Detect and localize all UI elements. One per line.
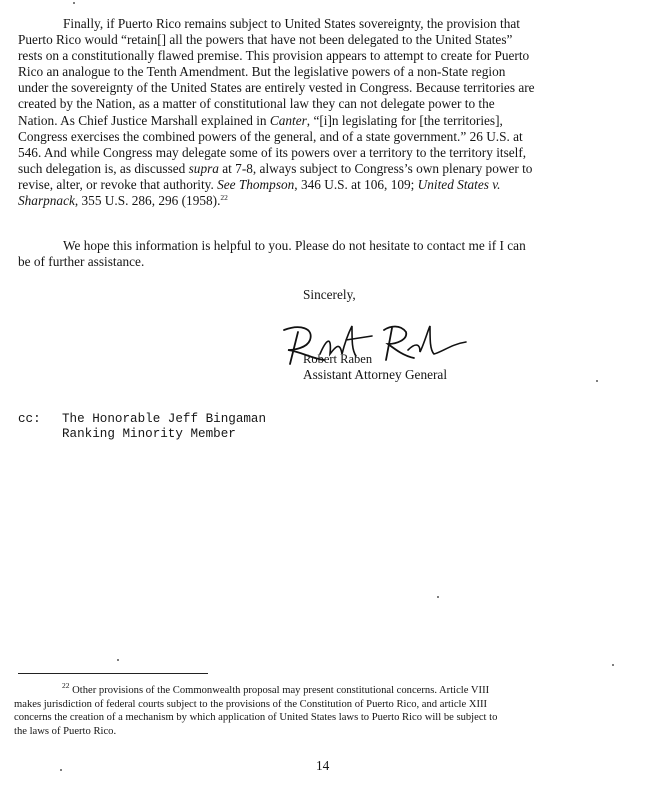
- cc-recipient: [62, 412, 266, 442]
- supra-signal: supra: [188, 160, 219, 176]
- signatory-title: Assistant Attorney General: [303, 367, 448, 382]
- scan-speck: [117, 659, 119, 661]
- footnote-line: [14, 681, 636, 698]
- text-line: Puerto Rico would “retain[] all the powers that have not been delegated to the United States”: [18, 32, 513, 48]
- text-line: We hope this information is helpful to you. Please do not hesitate to contact me if I can: [63, 238, 526, 253]
- text-line: Congress exercises the combined powers of the general, and of a state government.” 26 U.S. at: [18, 128, 523, 144]
- text-line: created by the Nation, as a matter of constitutional law they can not delegate power to the: [18, 96, 495, 112]
- text-line: 546. And while Congress may delegate some of its powers over a territory to the territory itself,: [18, 144, 527, 160]
- footnote-line: makes jurisdiction of federal courts subject to the provisions of the Constitution of Puerto Rico, and article XIII: [14, 698, 488, 710]
- scan-speck: [612, 664, 614, 666]
- footnote-line: concerns the creation of a mechanism by which application of United States laws to Puerto Rico will be subject to: [14, 712, 498, 724]
- footnote-reference: 22: [220, 193, 228, 203]
- text-line: rests on a constitutionally flawed premise. This provision appears to attempt to create for Puerto: [18, 48, 530, 64]
- footnote-number: 22: [62, 681, 70, 690]
- text-fragment: , 346 U.S. at 106, 109;: [294, 176, 418, 192]
- case-name-united-states: United States v.: [417, 176, 501, 192]
- text-fragment: Nation. As Chief Justice Marshall explained in: [18, 112, 270, 128]
- text-line: [18, 113, 634, 129]
- signatory-name: Robert Raben: [303, 352, 373, 366]
- footnote-line: the laws of Puerto Rico.: [14, 725, 117, 737]
- cc-recipient-role: Ranking Minority Member: [62, 427, 236, 441]
- scan-speck: [60, 769, 62, 771]
- page-number: 14: [316, 758, 330, 773]
- text-line: Rico an analogue to the Tenth Amendment. But the legislative powers of a non-State region: [18, 64, 506, 80]
- text-line: be of further assistance.: [18, 254, 145, 270]
- case-name-canter: Canter: [269, 112, 307, 128]
- scan-speck: [73, 2, 75, 4]
- text-line: Finally, if Puerto Rico remains subject to United States sovereignty, the provision that: [63, 16, 520, 31]
- text-fragment: Other provisions of the Commonwealth proposal may present constitutional concerns. Article VIII: [69, 685, 490, 696]
- scan-speck: [437, 596, 439, 598]
- case-name-thompson: See Thompson: [217, 176, 295, 192]
- cc-label: cc:: [18, 412, 41, 426]
- text-fragment: revise, alter, or revoke that authority.: [18, 176, 218, 192]
- body-paragraph-closing: [18, 238, 634, 270]
- cc-recipient-name: The Honorable Jeff Bingaman: [62, 412, 267, 426]
- case-name-sharpnack: Sharpnack: [18, 193, 75, 209]
- footnote-22: [14, 681, 636, 738]
- text-line: [18, 193, 634, 209]
- text-fragment: such delegation is, as discussed: [18, 160, 189, 176]
- salutation: Sincerely,: [303, 287, 356, 302]
- body-paragraph-sovereignty: [18, 16, 634, 209]
- scan-speck: [596, 380, 598, 382]
- text-line: [18, 177, 634, 193]
- text-fragment: , 355 U.S. 286, 296 (1958).: [74, 193, 221, 209]
- text-line: [18, 161, 634, 177]
- text-fragment: at 7-8, always subject to Congress’s own plenary power to: [218, 160, 533, 176]
- footnote-divider: [18, 673, 208, 674]
- text-fragment: , “[i]n legislating for [the territories],: [306, 112, 503, 128]
- text-line: under the sovereignty of the United States are entirely vested in Congress. Because territories are: [18, 80, 535, 96]
